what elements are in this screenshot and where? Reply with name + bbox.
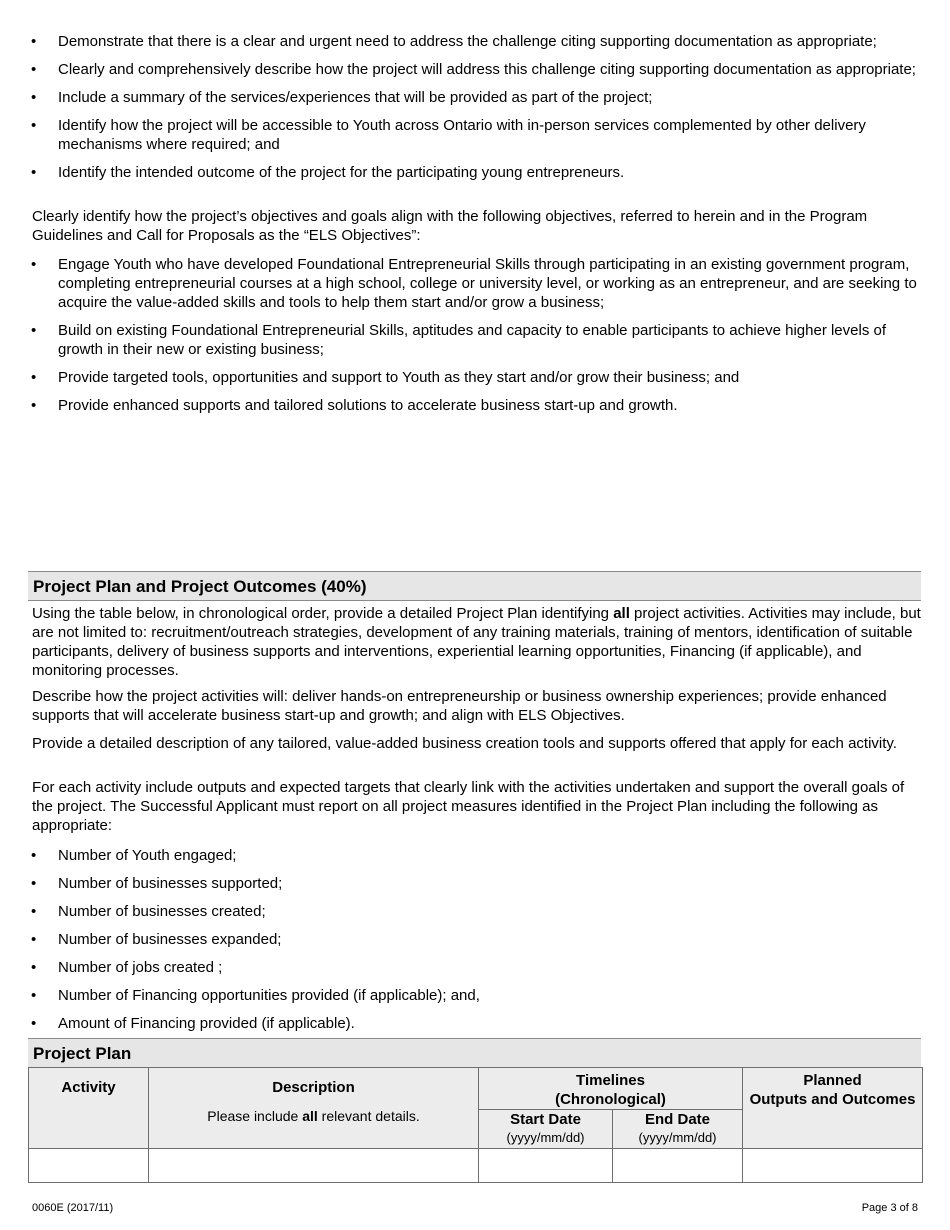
objectives-intro: Clearly identify how the project’s objectives and goals align with the following objectives, referred to herein and in the Program Guidelines and Call for Proposals as the “ELS Objectives”: — [32, 208, 868, 244]
description-note: Please include all relevant details. — [207, 1108, 420, 1124]
start-date-cell[interactable] — [479, 1149, 613, 1183]
form-number: 0060E (2017/11) — [32, 1202, 114, 1214]
activity-cell[interactable] — [29, 1149, 149, 1183]
measure-item: • Number of Financing opportunities provided (if applicable); and, — [0, 986, 920, 1005]
measure-item: • Number of Youth engaged; — [0, 846, 920, 865]
instructions-paragraph: Using the table below, in chronological order, provide a detailed Project Plan identifying all project activities. Activities may include, but are not limited to: recruitment/outreach strategies, development of any training materials, training of mentors, identification of suitable participants, delivery of business supports and interventions, experiential learning opportunities, Financing (if applicable), and monitoring processes. — [32, 605, 921, 679]
measure-item: • Number of businesses created; — [0, 902, 920, 921]
project-plan-table — [28, 1067, 923, 1183]
description-cell[interactable] — [149, 1149, 479, 1183]
objective-item: • Build on existing Foundational Entrepreneurial Skills, aptitudes and capacity to enable participants to achieve higher levels of growth in their new or existing business; — [0, 321, 920, 359]
timelines-header: Timelines (Chronological) — [479, 1068, 743, 1110]
bullet-item: • Identify the intended outcome of the project for the participating young entrepreneurs. — [0, 163, 920, 182]
measure-item: • Number of jobs created ; — [0, 958, 920, 977]
outputs-header: Planned Outputs and Outcomes — [743, 1068, 923, 1149]
bullet-item: • Clearly and comprehensively describe how the project will address this challenge citing supporting documentation as appropriate; — [0, 60, 920, 79]
outputs-cell[interactable] — [743, 1149, 923, 1183]
outputs-paragraph: For each activity include outputs and expected targets that clearly link with the activities undertaken and support the overall goals of the project. The Successful Applicant must report on all project measures identified in the Project Plan including the following as appropriate: — [32, 779, 905, 834]
measure-item: • Number of businesses supported; — [0, 874, 920, 893]
bullet-item: • Include a summary of the services/experiences that will be provided as part of the project; — [0, 88, 920, 107]
objective-item: • Provide targeted tools, opportunities and support to Youth as they start and/or grow their business; and — [0, 368, 920, 387]
measures-list — [0, 846, 920, 1033]
tools-paragraph: Provide a detailed description of any tailored, value-added business creation tools and supports offered that apply for each activity. — [32, 735, 897, 752]
objective-item: • Engage Youth who have developed Foundational Entrepreneurial Skills through participating in an existing government program, completing entrepreneurial courses at a high school, college or university level, or working as an entrepreneur, and are seeking to acquire the value-added skills and tools to help them start and/or grow a business; — [0, 255, 920, 312]
page-number: Page 3 of 8 — [861, 1202, 918, 1214]
els-objectives-list — [0, 255, 920, 415]
start-date-header: Start Date (yyyy/mm/dd) — [479, 1110, 613, 1149]
bullet-item: • Demonstrate that there is a clear and urgent need to address the challenge citing supporting documentation as appropriate; — [0, 32, 920, 51]
bullet-item: • Identify how the project will be accessible to Youth across Ontario with in-person services complemented by other delivery mechanisms where required; and — [0, 116, 920, 154]
measure-item: • Number of businesses expanded; — [0, 930, 920, 949]
activities-paragraph: Describe how the project activities will: deliver hands-on entrepreneurship or business ownership experiences; provide enhanced supports that will accelerate business start-up and growth; and align with ELS Objectives. — [32, 688, 887, 724]
objective-item: • Provide enhanced supports and tailored solutions to accelerate business start-up and growth. — [0, 396, 920, 415]
project-plan-header: Project Plan — [28, 1038, 921, 1068]
measure-item: • Amount of Financing provided (if applicable). — [0, 1014, 920, 1033]
end-date-cell[interactable] — [613, 1149, 743, 1183]
description-header: Description Please include all relevant details. — [149, 1068, 479, 1149]
activity-header: Activity — [29, 1068, 149, 1149]
section-header: Project Plan and Project Outcomes (40%) — [28, 571, 921, 601]
challenge-bullet-list — [0, 32, 920, 182]
end-date-header: End Date (yyyy/mm/dd) — [613, 1110, 743, 1149]
